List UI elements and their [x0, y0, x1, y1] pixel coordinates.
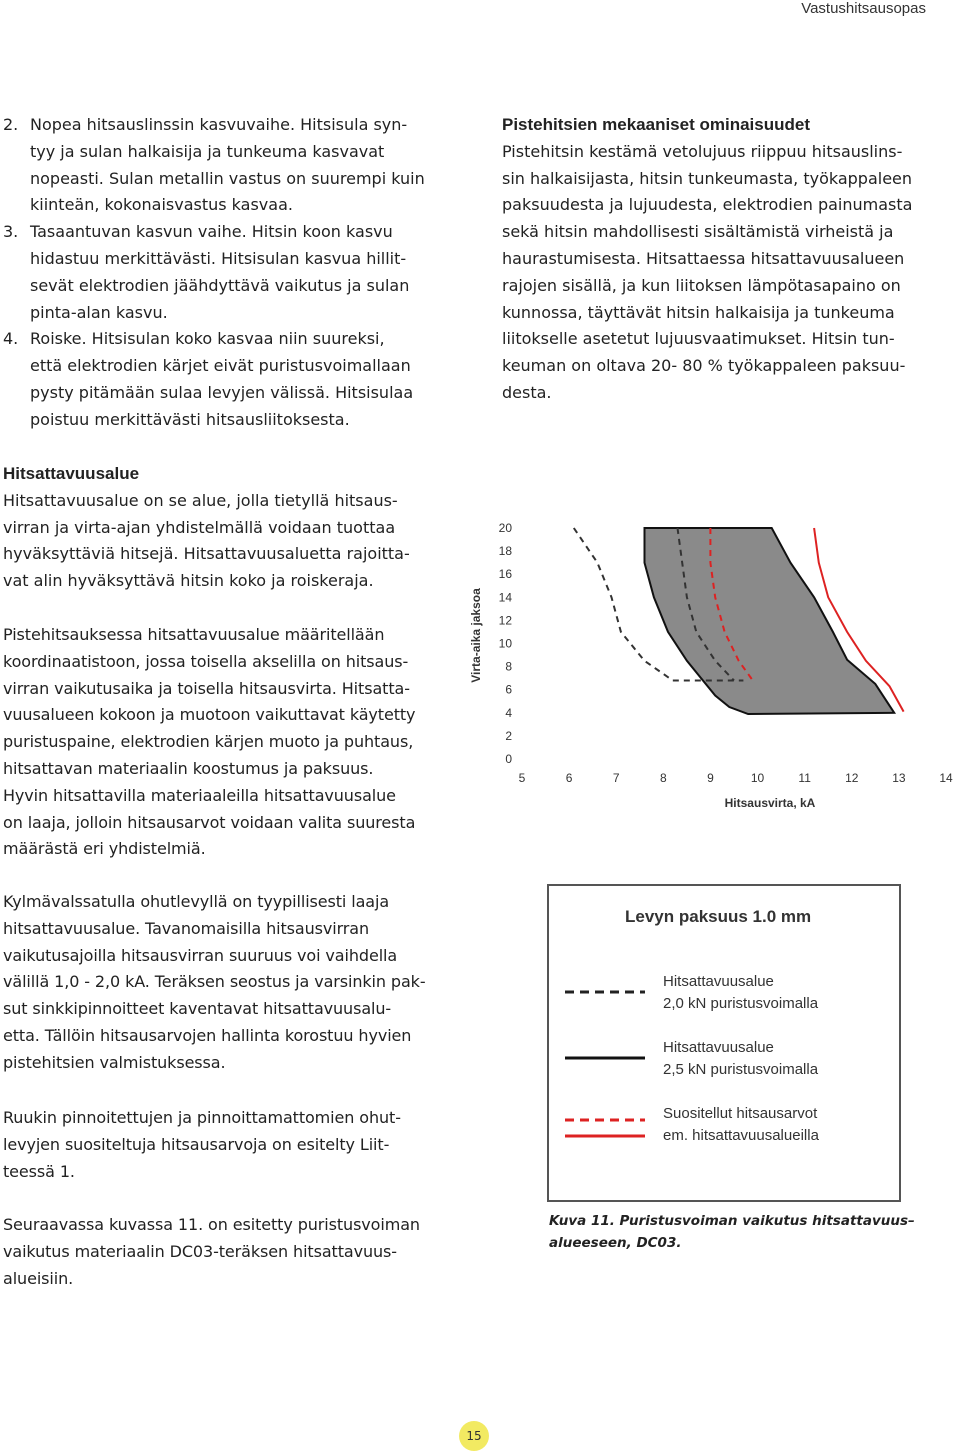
- text-line: Nopea hitsauslinssin kasvuvaihe. Hitsisula syn-: [30, 115, 408, 134]
- numbered-list: [3, 112, 453, 434]
- text-line: keuman on oltava 20- 80 % työkappaleen paksuu-: [502, 356, 906, 376]
- x-tick-label: 8: [659, 771, 667, 785]
- y-tick-label: 14: [498, 590, 512, 605]
- text-line: kiinteän, kokonaisvastus kasvaa.: [30, 195, 293, 215]
- text-line: rajojen sisällä, ja kun liitoksen lämpötasapaino on: [502, 275, 901, 295]
- text-line: Tasaantuvan kasvun vaihe. Hitsin koon kasvu: [30, 222, 393, 242]
- paragraph: [3, 1105, 453, 1185]
- legend-label: 2,5 kN puristusvoimalla: [663, 1061, 819, 1078]
- x-tick-label: 5: [518, 771, 526, 785]
- text-line: nopeasti. Sulan metallin vastus on suurempi kuin: [30, 168, 425, 188]
- text-line: haurastumisesta. Hitsattaessa hitsattavuusalueen: [502, 248, 905, 268]
- text-line: välillä 1,0 - 2,0 kA. Teräksen seostus ja varsinkin pak-: [3, 972, 426, 992]
- text-line: Ruukin pinnoitettujen ja pinnoittamattomien ohut-: [3, 1108, 401, 1127]
- text-line: poistuu merkittävästi hitsausliitoksesta.: [30, 409, 350, 429]
- text-line: virran vaikutusaika ja toisella hitsausvirta. Hitsatta-: [3, 678, 410, 698]
- mechanical-properties-section: [502, 112, 952, 407]
- y-tick-label: 10: [498, 636, 512, 651]
- text-line: etta. Tällöin hitsausarvojen hallinta korostuu hyvien: [3, 1025, 412, 1045]
- y-tick-label: 4: [505, 705, 512, 720]
- text-line: että elektrodien kärjet eivät puristusvoimallaan: [30, 356, 411, 376]
- text-line: Seuraavassa kuvassa 11. on esitetty puristusvoiman: [3, 1215, 420, 1234]
- text-line: Roiske. Hitsisulan koko kasvaa niin suureksi,: [30, 329, 385, 349]
- paragraph: [3, 622, 453, 863]
- y-tick-label: 0: [505, 752, 512, 766]
- text-line: desta.: [502, 382, 552, 402]
- y-tick-label: 8: [505, 659, 512, 674]
- text-line: Kylmävalssatulla ohutlevyllä on tyypillisesti laaja: [3, 892, 390, 911]
- chart-legend: [547, 884, 901, 1202]
- x-tick-label: 7: [612, 771, 620, 785]
- paragraph: [3, 889, 453, 1077]
- text-line: hidastuu merkittävästi. Hitsisulan kasvua hillit-: [30, 248, 407, 268]
- paragraph: [3, 1212, 453, 1292]
- list-number: 4.: [3, 329, 19, 349]
- text-line: pinta-alan kasvu.: [30, 302, 168, 322]
- list-item: [3, 326, 453, 433]
- x-tick-label: 6: [565, 771, 573, 785]
- text-line: teessä 1.: [3, 1161, 75, 1181]
- text-line: alueisiin.: [3, 1268, 74, 1288]
- section-heading: Pistehitsien mekaaniset ominaisuudet: [502, 115, 810, 134]
- text-line: Pistehitsin kestämä vetolujuus riippuu hitsauslins-: [502, 141, 903, 161]
- y-tick-label: 18: [498, 544, 512, 559]
- y-tick-label: 20: [498, 521, 512, 535]
- figure-caption: [549, 1210, 915, 1254]
- text-line: vaikutus materiaalin DC03-teräksen hitsattavuus-: [3, 1241, 397, 1261]
- area-2-5kN: [645, 528, 895, 714]
- text-line: sevät elektrodien jäähdyttävä vaikutus ja sulan: [30, 275, 410, 295]
- text-line: määrästä eri yhdistelmiä.: [3, 839, 206, 859]
- y-tick-label: 2: [505, 728, 512, 743]
- text-line: sin halkaisijasta, hitsin tunkeumasta, työkappaleen: [502, 168, 913, 188]
- legend-label: Suositellut hitsausarvot: [663, 1105, 818, 1122]
- text-line: pistehitsien valmistuksessa.: [3, 1052, 226, 1072]
- text-line: hitsattavan materiaalin koostumus ja paksuus.: [3, 758, 374, 778]
- y-tick-label: 16: [498, 567, 512, 582]
- text-line: sekä hitsin mahdollisesti sisältämistä virheistä ja: [502, 222, 894, 242]
- text-line: vaikutusajoilla hitsausvirran suuruus voi vaihdella: [3, 945, 398, 965]
- weldability-section: [3, 461, 453, 595]
- text-line: Pistehitsauksessa hitsattavuusalue määritellään: [3, 625, 385, 644]
- text-line: koordinaatistoon, jossa toisella akselilla on hitsaus-: [3, 651, 409, 671]
- x-tick-label: 10: [750, 771, 765, 785]
- text-line: vuusalueen kokoon ja muotoon vaikuttavat käytetty: [3, 705, 416, 725]
- running-header: Vastushitsausopas: [801, 0, 926, 17]
- text-line: levyjen suositeltuja hitsausarvoja on esitelty Liit-: [3, 1134, 390, 1154]
- x-tick-label: 11: [798, 771, 811, 785]
- text-line: vat alin hyväksyttävä hitsin koko ja roiskeraja.: [3, 571, 374, 591]
- text-line: paksuudesta ja lujuudesta, elektrodien painumasta: [502, 195, 913, 215]
- list-item: [3, 112, 453, 219]
- text-line: hitsattavuusalue. Tavanomaisilla hitsausvirran: [3, 918, 369, 938]
- text-line: kunnossa, täyttävät hitsin halkaisija ja tunkeuma: [502, 302, 895, 322]
- text-line: liitokselle asetetut lujuusvaatimukset. Hitsin tun-: [502, 329, 895, 349]
- x-axis-label: Hitsausvirta, kA: [724, 796, 816, 810]
- legend-label: Hitsattavuusalue: [663, 973, 774, 990]
- list-number: 3.: [3, 222, 19, 242]
- text-line: on laaja, jolloin hitsausarvot voidaan valita suuresta: [3, 812, 416, 832]
- weldability-chart: [462, 512, 956, 817]
- list-number: 2.: [3, 115, 19, 134]
- legend-label: 2,0 kN puristusvoimalla: [663, 995, 819, 1012]
- legend-title: Levyn paksuus 1.0 mm: [625, 907, 812, 926]
- x-tick-label: 13: [892, 771, 906, 785]
- y-tick-label: 6: [505, 682, 512, 697]
- list-item: [3, 219, 453, 326]
- text-line: hyväksyttäviä hitsejä. Hitsattavuusaluetta rajoitta-: [3, 544, 410, 564]
- page-number: 15: [459, 1421, 489, 1451]
- text-line: Hyvin hitsattavilla materiaaleilla hitsattavuusalue: [3, 785, 396, 805]
- legend-label: em. hitsattavuusalueilla: [663, 1127, 819, 1144]
- text-line: Kuva 11. Puristusvoiman vaikutus hitsattavuus–: [549, 1213, 915, 1229]
- x-tick-label: 14: [939, 771, 953, 785]
- x-tick-label: 9: [707, 771, 714, 785]
- text-line: pysty pitämään sulaa levyjen välissä. Hitsisulaa: [30, 382, 414, 402]
- legend-label: Hitsattavuusalue: [663, 1039, 774, 1056]
- text-line: virran ja virta-ajan yhdistelmällä voidaan tuottaa: [3, 517, 396, 537]
- x-tick-label: 12: [845, 771, 859, 785]
- section-heading: Hitsattavuusalue: [3, 464, 140, 483]
- text-line: sut sinkkipinnoitteet kaventavat hitsattavuusalu-: [3, 999, 392, 1019]
- y-tick-label: 12: [498, 613, 512, 628]
- y-axis-label: Virta-aika jaksoa: [469, 588, 483, 683]
- text-line: puristuspaine, elektrodien kärjen muoto ja puhtaus,: [3, 732, 414, 752]
- text-line: tyy ja sulan halkaisija ja tunkeuma kasvavat: [30, 141, 385, 161]
- text-line: alueeseen, DC03.: [549, 1235, 682, 1251]
- text-line: Hitsattavuusalue on se alue, jolla tietyllä hitsaus-: [3, 490, 398, 510]
